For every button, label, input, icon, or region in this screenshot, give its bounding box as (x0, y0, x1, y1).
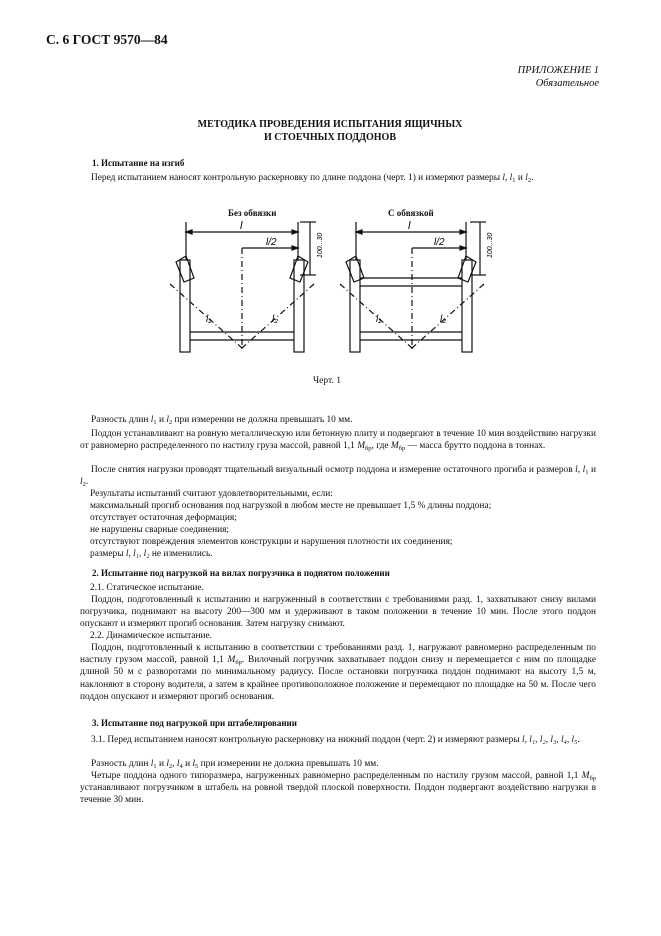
title-line-2: И СТОЕЧНЫХ ПОДДОНОВ (264, 132, 396, 143)
criterion-5: размеры l, l₁, l₂ не изменились. (90, 549, 213, 559)
fig-label-l1-right: l₁ (376, 314, 382, 325)
page-header: С. 6 ГОСТ 9570—84 (46, 32, 168, 47)
section-2-heading: 2. Испытание под нагрузкой на вилах погрузчика в поднятом положении (92, 568, 390, 578)
criterion-4: отсутствуют повреждения элементов конструкции и нарушения плотности их соединения; (90, 537, 453, 547)
appendix-title: ПРИЛОЖЕНИЕ 1 (517, 65, 599, 76)
fig-label-l-left: l (240, 220, 243, 232)
pallet-with-binding (340, 222, 486, 352)
pallet-without-binding (170, 222, 316, 352)
criterion-1: максимальный прогиб основания под нагрузкой в любом месте не превышает 1,5 % длины поддона; (90, 501, 492, 511)
fig-label-l2-right: l₂ (440, 314, 447, 325)
appendix-subtitle: Обязательное (535, 78, 599, 89)
fig-label-l-right: l (408, 220, 411, 232)
section-3-heading: 3. Испытание под нагрузкой при штабелировании (92, 718, 297, 728)
fig-label-dim-right: 100...30 (487, 232, 494, 258)
fig-label-half-left: l/2 (266, 237, 277, 248)
fig-label-l1-left: l₁ (206, 314, 212, 325)
fig-label-half-right: l/2 (434, 237, 445, 248)
figure-1-caption: Черт. 1 (313, 376, 341, 386)
appendix-label (518, 64, 599, 90)
page-title (60, 118, 600, 144)
section-3-1-text: 3.1. Перед испытанием наносят контрольную раскерновку на нижний поддон (черт. 2) и измеряют размеры l, l₁, l₂, l₃, l₄, l₅. (91, 735, 580, 745)
figure-right-title: С обвязкой (388, 208, 434, 218)
section-1-intro: Перед испытанием наносят контрольную раскерновку по длине поддона (черт. 1) и измеряют размеры l, $l_1$ и $l_2$. (91, 173, 534, 184)
fig-label-l2-left: l₂ (272, 314, 279, 325)
section-2-1-text: Поддон, подготовленный к испытанию и нагруженный в соответствии с требованиями разд. 1, захватывают снизу вилами погрузчика, поднимают на высоту 200—300 мм и удерживают в таком положении в течение 10 мин. После этого поддон опускают и измеряют прогиб основания. Затем нагрузку снимают. (80, 595, 596, 630)
figure-1-drawing (150, 200, 510, 360)
after-load-text: После снятия нагрузки проводят тщательный визуальный осмотр поддона и измерение остаточного прогиба и размеров l, $l_1$ и $l_2$. (80, 465, 596, 489)
section-3-2-text: Четыре поддона одного типоразмера, нагруженных равномерно распределенным по настилу грузом массой, равной 1,1 $M_{бр}$ устанавливают погрузчиком в штабель на ровной твердой плоской поверхности. Поддон подвергают воздействию нагрузки в течение 30 мин. (80, 771, 596, 806)
results-intro: Результаты испытаний считают удовлетворительными, если: (90, 489, 333, 499)
placement-text: Поддон устанавливают на ровную металлическую или бетонную плиту и подвергают в течение 10 мин воздействию нагрузки от равномерно распределенного по настилу груза массой, равной 1,1 $M_{бр}$, где $M_{бр}$ — масса брутто поддона в тоннах. (80, 429, 596, 453)
section-1-heading: 1. Испытание на изгиб (92, 158, 185, 168)
diff-length-text: Разность длин $l_1$ и $l_2$ при измерении не должна превышать 10 мм. (91, 415, 353, 426)
criterion-3: не нарушены сварные соединения; (90, 525, 230, 535)
section-3-diff-text: Разность длин $l_1$ и $l_2$, $l_4$ и $l_5$ при измерении не должна превышать 10 мм. (91, 759, 379, 770)
section-2-1-title: 2.1. Статическое испытание. (90, 583, 204, 593)
fig-label-dim-left: 100...30 (317, 232, 324, 258)
criterion-2: отсутствует остаточная деформация; (90, 513, 237, 523)
section-2-2-text: Поддон, подготовленный к испытанию в соответствии с требованиями разд. 1, нагружают равномерно распределенным по настилу грузом массой, равной 1,1 $M_{бр}$. Вилочный погрузчик захватывает поддон снизу и перемещается с ним по площадке длиной 50 м с разворотами по минимальному радиусу. После остановки погрузчика поддон поднимают на высоту 1,5 м, наклоняют в сторону водителя, а затем в крайнее противоположное положение и перемещают по площадке на 50 м. После чего поддон опускают и измеряют прогиб основания. (80, 643, 596, 702)
section-2-2-title: 2.2. Динамическое испытание. (90, 631, 213, 641)
figure-left-title: Без обвязки (228, 208, 277, 218)
title-line-1: МЕТОДИКА ПРОВЕДЕНИЯ ИСПЫТАНИЯ ЯЩИЧНЫХ (197, 119, 463, 130)
